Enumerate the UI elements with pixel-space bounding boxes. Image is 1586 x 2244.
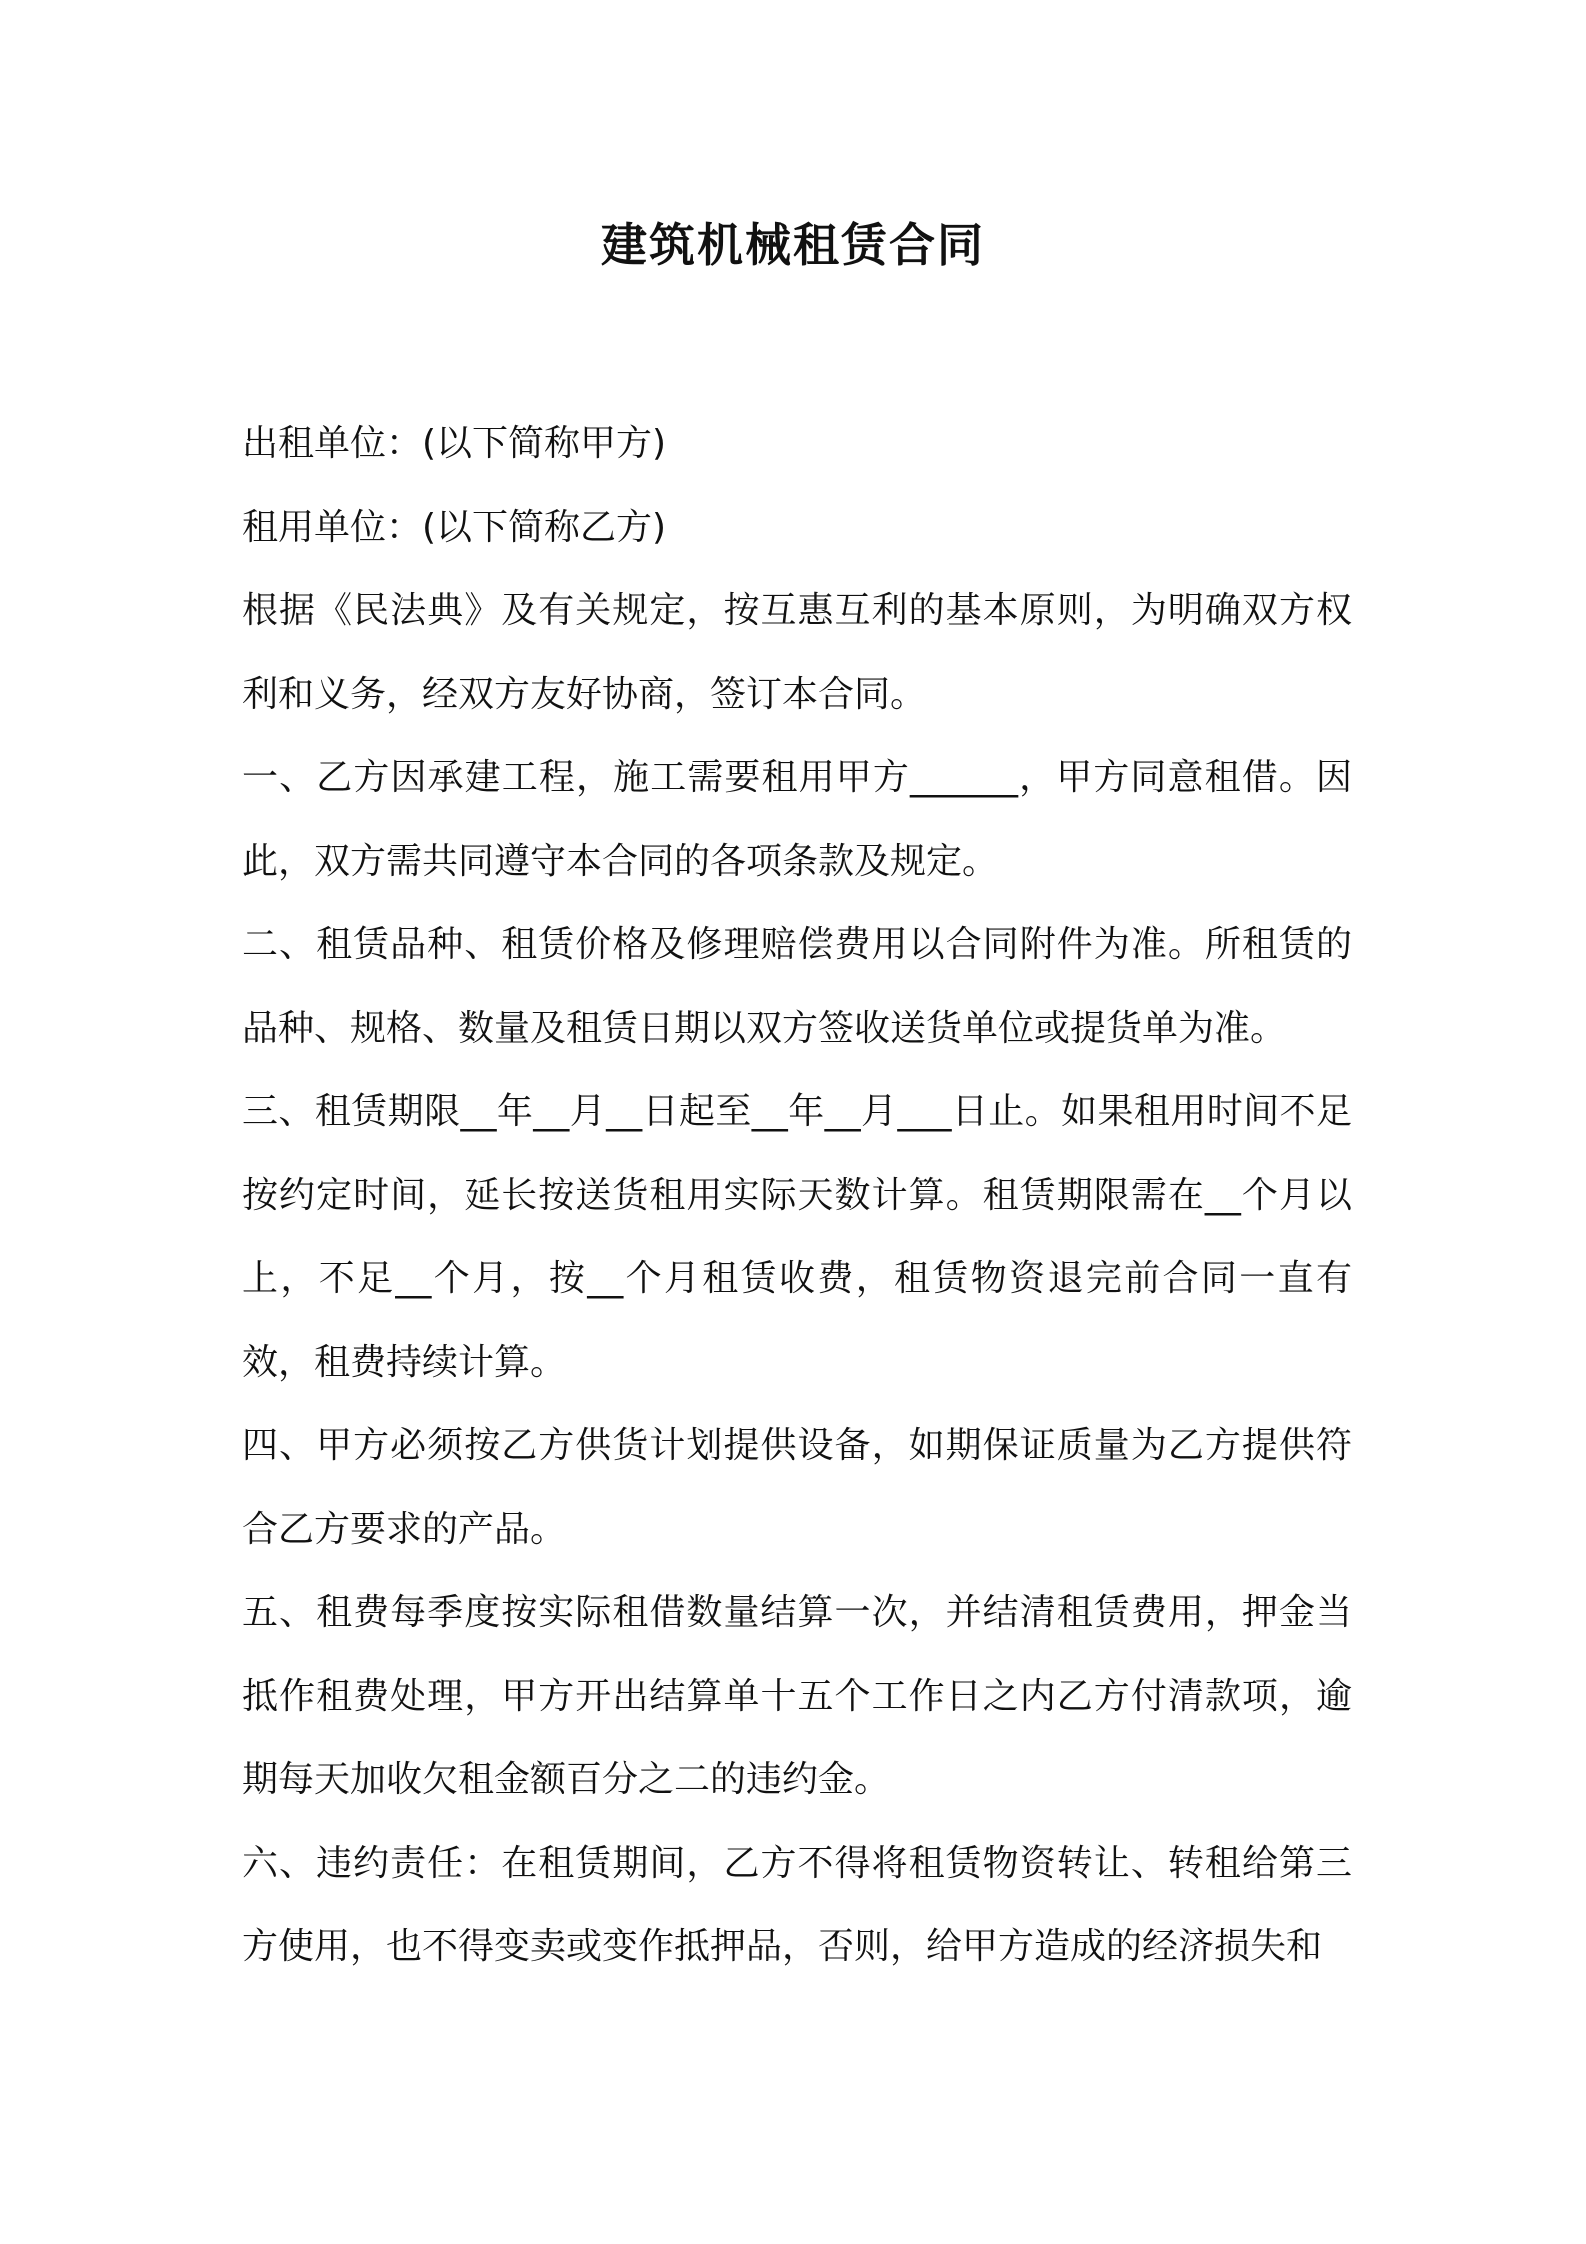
clause-5: 五、租费每季度按实际租借数量结算一次，并结清租赁费用，押金当抵作租费处理，甲方开出结算单十五个工作日之内乙方付清款项，逾期每天加收欠租金额百分之二的违约金。 [242,1592,1352,1800]
clause-6: 六、违约责任：在租赁期间，乙方不得将租赁物资转让、转租给第三方使用，也不得变卖或变作抵押品，否则，给甲方造成的经济损失和 [242,1842,1352,1967]
party-b-line: 租用单位：(以下简称乙方) [242,506,667,548]
preamble-paragraph: 根据《民法典》及有关规定，按互惠互利的基本原则，为明确双方权利和义务，经双方友好协商，签订本合同。 [242,590,1352,715]
document-body [242,402,1352,1989]
clause-3: 三、租赁期限__年__月__日起至__年__月___日止。如果租用时间不足按约定时间，延长按送货租用实际天数计算。租赁期限需在__个月以上，不足__个月，按__个月租赁收费，租赁物资退完前合同一直有效，租费持续计算。 [242,1091,1352,1383]
clause-4: 四、甲方必须按乙方供货计划提供设备，如期保证质量为乙方提供符合乙方要求的产品。 [242,1425,1352,1550]
clause-2: 二、租赁品种、租赁价格及修理赔偿费用以合同附件为准。所租赁的品种、规格、数量及租赁日期以双方签收送货单位或提货单为准。 [242,924,1352,1049]
clause-1: 一、乙方因承建工程，施工需要租用甲方______，甲方同意租借。因此，双方需共同遵守本合同的各项条款及规定。 [242,757,1352,882]
document-title: 建筑机械租赁合同 [601,218,985,272]
party-a-line: 出租单位：(以下简称甲方) [242,423,667,464]
